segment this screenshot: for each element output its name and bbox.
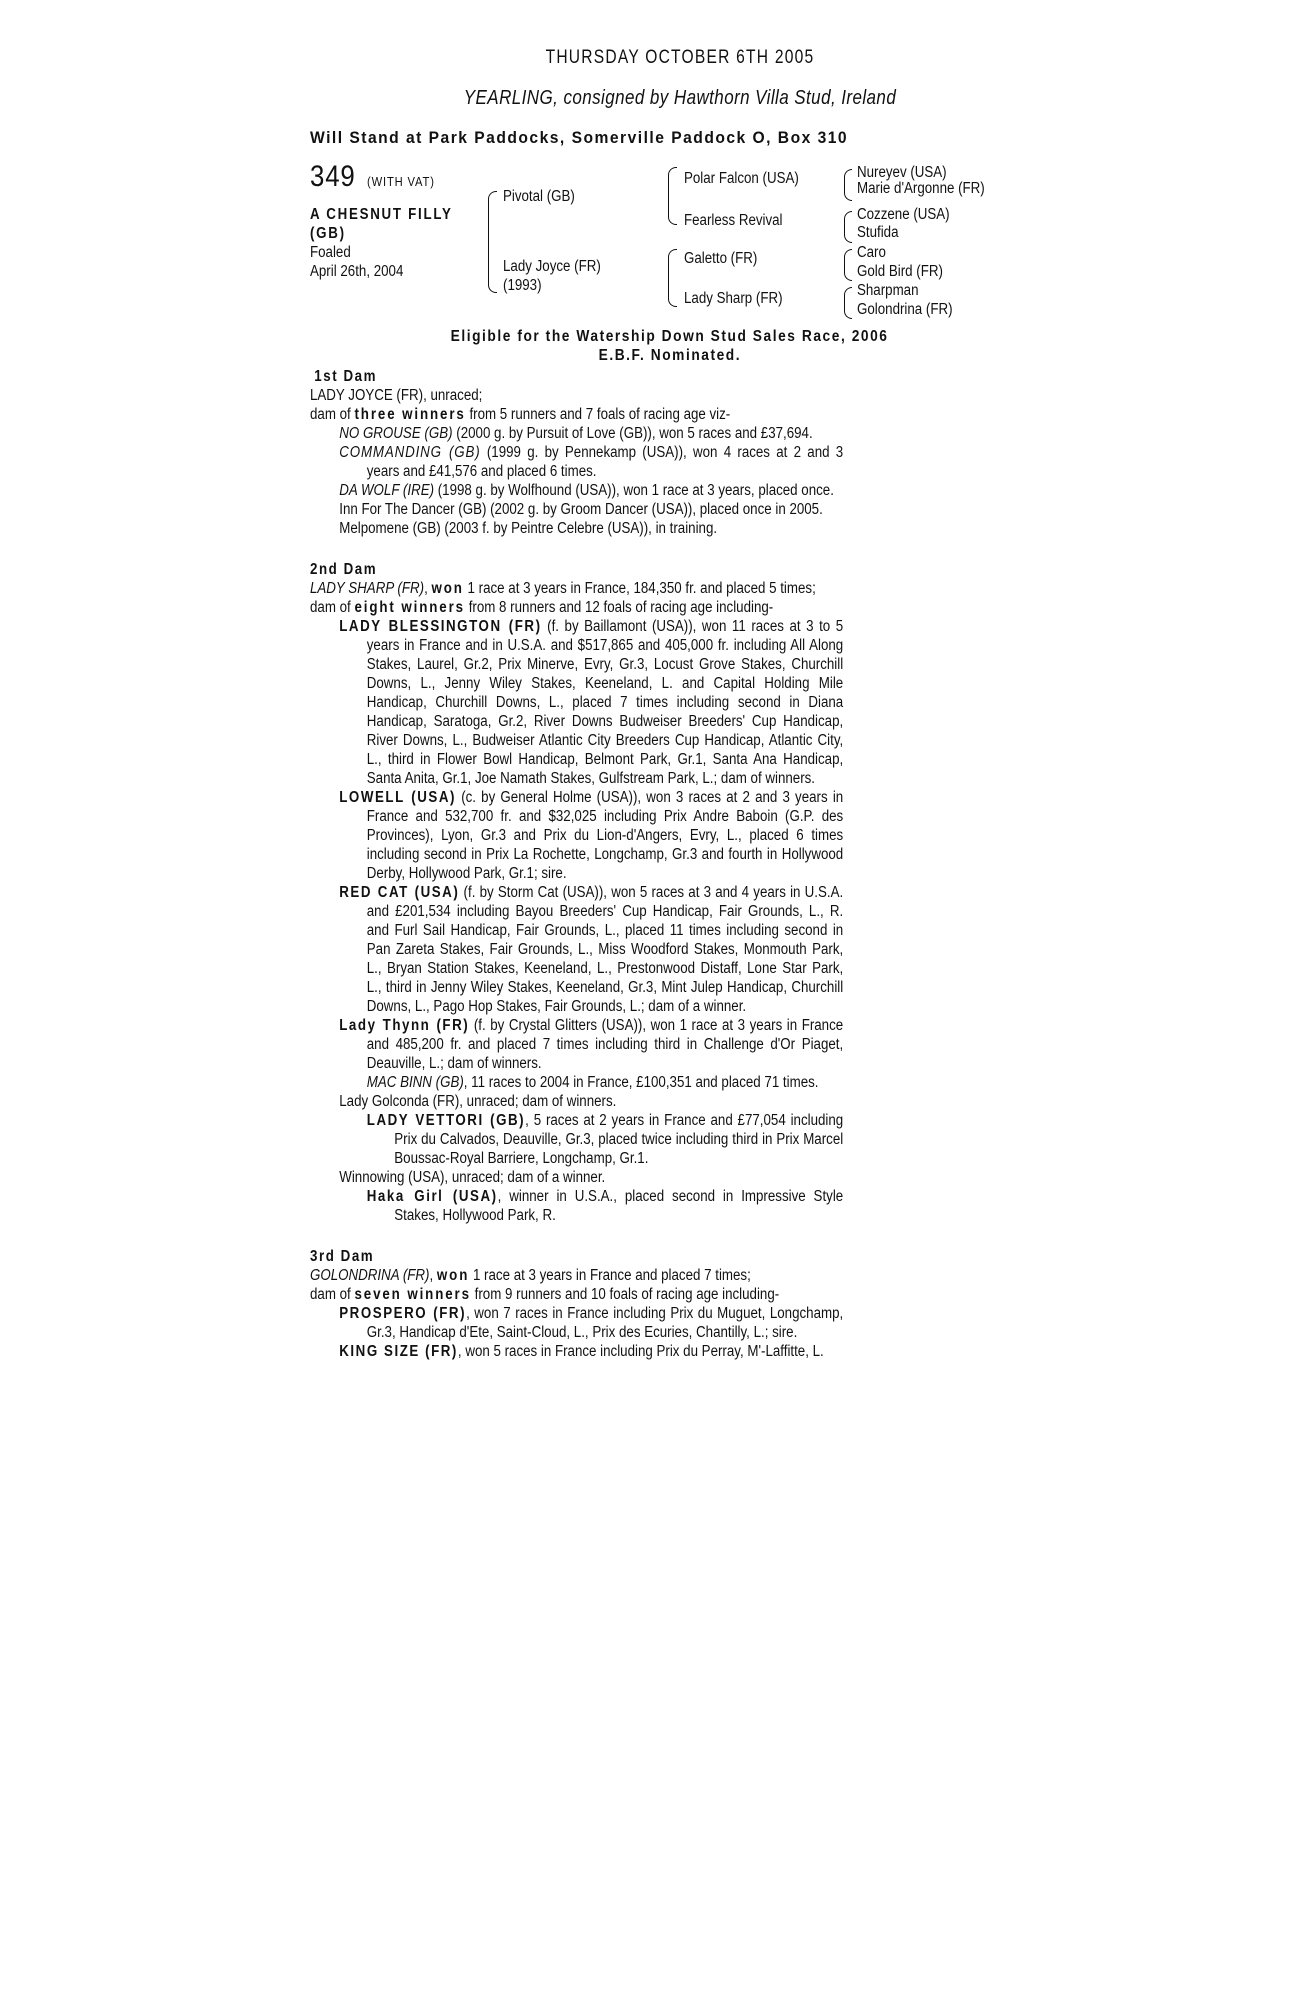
text: (c. by General Holme (USA)), won 3 races at 2 and 3 years in France and 532,700 fr. and $32,025 including Prix Andre Baboin (G.P. des Provinces), Lyon, Gr.3 and Prix du Lion-d'Angers, Evry, L., placed 6 times including second in Prix La Rochette, Longchamp, Gr.3 and fourth in Hollywood Derby, Hollywood Park, Gr.1; sire. <box>366 789 844 882</box>
horse-name: DA WOLF (IRE) <box>339 482 435 499</box>
lot-number: 349 <box>310 160 356 193</box>
horse-name: PROSPERO (FR) <box>339 1305 467 1322</box>
sale-date: THURSDAY OCTOBER 6TH 2005 <box>545 47 815 68</box>
text: 1 race at 3 years in France and placed 7 times; <box>469 1267 751 1284</box>
offspring-4a <box>310 1073 843 1092</box>
horse-name: RED CAT (USA) <box>339 884 460 901</box>
horse-name: KING SIZE (FR) <box>339 1343 458 1360</box>
text: , 5 races at 2 years in France and £77,054 including Prix du Calvados, Deauville, Gr.3, placed twice including third in Prix Marcel Boussac-Royal Barriere, Longchamp, Gr.1. <box>394 1112 844 1167</box>
offspring-5a <box>310 1111 843 1168</box>
text: , 11 races to 2004 in France, £100,351 and placed 71 times. <box>463 1074 819 1091</box>
horse-name: LADY VETTORI (GB) <box>366 1112 526 1129</box>
offspring-6: Winnowing (USA), unraced; dam of a winner. <box>339 1169 606 1186</box>
text: (f. by Storm Cat (USA)), won 5 races at 3 and 4 years in U.S.A. and £201,534 including Bayou Breeders' Cup Handicap, Fair Grounds, L., R. and Furl Sail Handicap, Fair Grounds, L., placed 11 times including second in Pan Zareta Stakes, Fair Grounds, L., Miss Woodford Stakes, Monmouth Park, L., Bryan Station Stakes, Keeneland, L., Prestonwood Distaff, Lone Star Park, L., third in Jenny Wiley Stakes, Keeneland, Gr.3, Mint Julep Handicap, Churchill Downs, L., Pago Hop Stakes, Fair Grounds, L.; dam of a winner. <box>366 884 844 1015</box>
text: , won 7 races in France including Prix du Muguet, Longchamp, Gr.3, Handicap d'Ete, Saint-Cloud, L., Prix des Ecuries, Chantilly, L.; sire. <box>366 1305 844 1341</box>
winners-count: eight winners <box>354 599 465 616</box>
text: 1 race at 3 years in France, 184,350 fr. and placed 5 times; <box>463 580 816 597</box>
horse-name: Haka Girl (USA) <box>366 1188 498 1205</box>
text: (1998 g. by Wolfhound (USA)), won 1 race at 3 years, placed once. <box>434 482 834 499</box>
foaled-label: Foaled <box>310 244 351 261</box>
horse-name: Lady Thynn (FR) <box>339 1017 470 1034</box>
pedigree-table <box>310 160 1030 319</box>
stand-location: Will Stand at Park Paddocks, Somerville Paddock O, Box 310 <box>310 128 849 147</box>
first-dam-heading: 1st Dam <box>314 368 377 385</box>
offspring-6a <box>310 1187 843 1225</box>
progeny-3 <box>310 481 843 500</box>
text: , won 5 races in France including Prix du Perray, M'-Laffitte, L. <box>457 1343 824 1360</box>
horse-name: COMMANDING (GB) <box>339 444 481 461</box>
second-dam-produce <box>310 598 843 617</box>
eligibility-line-1: Eligible for the Watership Down Stud Sales Race, 2006 <box>451 328 889 345</box>
first-dam-name: LADY JOYCE (FR), unraced; <box>310 387 483 404</box>
text: (2000 g. by Pursuit of Love (GB)), won 5 races and £37,694. <box>452 425 813 442</box>
offspring-2 <box>310 788 843 883</box>
second-dam-name: LADY SHARP (FR), won 1 race at 3 years in France, 184,350 fr. and placed 5 times; <box>310 580 816 597</box>
gg-dam-4: Golondrina (FR) <box>857 301 953 318</box>
horse-name: LADY BLESSINGTON (FR) <box>339 618 542 635</box>
horse-name: GOLONDRINA (FR) <box>310 1267 430 1284</box>
vat-label: (WITH VAT) <box>367 174 436 189</box>
text: dam of <box>310 599 355 616</box>
text: from 8 runners and 12 foals of racing age including- <box>464 599 774 616</box>
offspring-1 <box>310 617 843 788</box>
gg-sire-2: Cozzene (USA) <box>857 206 950 223</box>
gg-dam-1: Marie d'Argonne (FR) <box>857 180 985 197</box>
lot-number-line <box>310 160 446 193</box>
winners-count: seven winners <box>354 1286 471 1303</box>
won: won <box>436 1267 470 1284</box>
catalogue-page <box>310 40 1030 1361</box>
brace-4 <box>844 287 852 319</box>
gg-dam-2: Stufida <box>857 224 899 241</box>
sire: Pivotal (GB) <box>503 188 575 205</box>
gg-sire-3: Caro <box>857 244 886 261</box>
winners-count: three winners <box>354 406 466 423</box>
text: (f. by Crystal Glitters (USA)), won 1 race at 3 years in France and 485,200 fr. and placed 7 times including third in Challenge d'Or Piaget, Deauville, L.; dam of winners. <box>366 1017 844 1072</box>
sire-sire: Polar Falcon (USA) <box>684 170 799 187</box>
text: dam of <box>310 406 355 423</box>
sire-dam: Fearless Revival <box>684 212 783 229</box>
horse-name: LADY SHARP (FR) <box>310 580 425 597</box>
progeny-5: Melpomene (GB) (2003 f. by Peintre Celebre (USA)), in training. <box>339 520 718 537</box>
dam-dam: Lady Sharp (FR) <box>684 290 783 307</box>
brace-dam-parents <box>668 249 677 307</box>
third-dam-heading: 3rd Dam <box>310 1248 375 1265</box>
won: won <box>431 580 464 597</box>
first-dam-produce <box>310 405 843 424</box>
consignment-line: YEARLING, consigned by Hawthorn Villa Stud, Ireland <box>463 87 897 109</box>
offspring-3 <box>310 883 843 1016</box>
brace-sire-dam <box>488 191 497 293</box>
offspring-1 <box>310 1304 843 1342</box>
third-dam-produce <box>310 1285 843 1304</box>
third-dam-name: GOLONDRINA (FR), won 1 race at 3 years in France and placed 7 times; <box>310 1267 751 1284</box>
offspring-4 <box>310 1016 843 1073</box>
text: from 5 runners and 7 foals of racing age viz- <box>465 406 731 423</box>
first-dam-section <box>310 367 843 538</box>
text: (1999 g. by Pennekamp (USA)), won 4 races at 2 and 3 years and £41,576 and placed 6 times. <box>366 444 844 480</box>
second-dam-heading: 2nd Dam <box>310 561 378 578</box>
eligibility <box>310 327 1030 365</box>
text: , winner in U.S.A., placed second in Impressive Style Stakes, Hollywood Park, R. <box>394 1188 844 1224</box>
brace-2 <box>844 211 852 243</box>
brace-1 <box>844 169 852 201</box>
progeny-2 <box>310 443 843 481</box>
gg-sire-4: Sharpman <box>857 282 919 299</box>
gg-dam-3: Gold Bird (FR) <box>857 263 943 280</box>
dam: Lady Joyce (FR) <box>503 258 601 275</box>
eligibility-line-2: E.B.F. Nominated. <box>598 347 742 364</box>
progeny-1 <box>310 424 843 443</box>
third-dam-section <box>310 1247 843 1361</box>
text: (f. by Baillamont (USA)), won 11 races at 3 to 5 years in France and in U.S.A. and $517,865 and 405,000 fr. including All Along Stakes, Laurel, Gr.2, Prix Minerve, Evry, Gr.3, Locust Grove Stakes, Churchill Downs, L., Jenny Wiley Stakes, Keeneland, L. and Capital Holding Mile Handicap, Churchill Downs, L., placed 7 times including second in Diana Handicap, Saratoga, Gr.2, River Downs Budweiser Breeders' Cup Handicap, River Downs, L., Budweiser Atlantic City Breeders Cup Handicap, Atlantic City, L., third in Flower Bowl Handicap, Belmont Park, Gr.1, Santa Ana Handicap, Santa Anita, Gr.1, Joe Namath Stakes, Gulfstream Park, L.; dam of winners. <box>366 618 844 787</box>
horse-name: LOWELL (USA) <box>339 789 457 806</box>
offspring-5: Lady Golconda (FR), unraced; dam of winners. <box>339 1093 617 1110</box>
horse-name: MAC BINN (GB) <box>366 1074 464 1091</box>
text: dam of <box>310 1286 355 1303</box>
offspring-2 <box>310 1342 843 1361</box>
text: from 9 runners and 10 foals of racing age including- <box>470 1286 780 1303</box>
progeny-4: Inn For The Dancer (GB) (2002 g. by Groom Dancer (USA)), placed once in 2005. <box>339 501 823 518</box>
dam-year: (1993) <box>503 277 542 294</box>
brace-3 <box>844 249 852 281</box>
second-dam-section <box>310 560 843 1225</box>
lot-description: A CHESNUT FILLY <box>310 206 453 223</box>
horse-name: NO GROUSE (GB) <box>339 425 453 442</box>
brace-sire-parents <box>668 167 677 225</box>
dam-sire: Galetto (FR) <box>684 250 758 267</box>
lot-country: (GB) <box>310 225 346 242</box>
gg-sire-1: Nureyev (USA) <box>857 164 947 181</box>
foaled-date: April 26th, 2004 <box>310 263 404 280</box>
